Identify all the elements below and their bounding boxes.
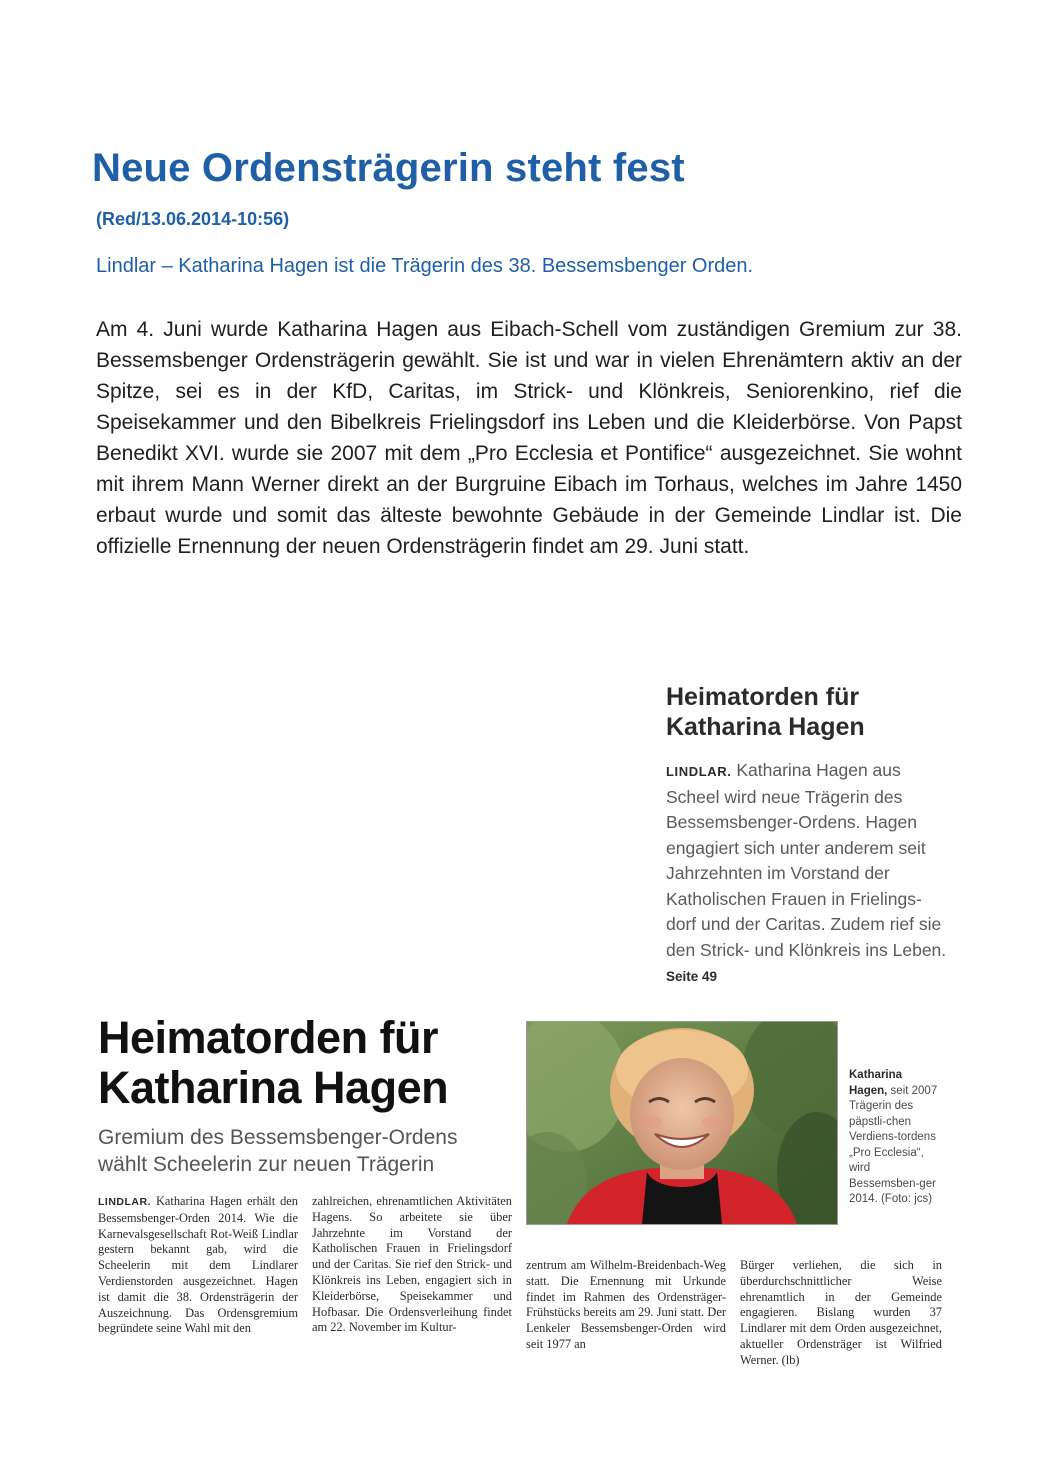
news-headline bbox=[98, 1013, 518, 1113]
article-lead: Lindlar – Katharina Hagen ist die Trägerin des 38. Bessemsbenger Orden. bbox=[96, 255, 754, 277]
news-column-4: Bürger verliehen, die sich in überdurchschnittlicher Weise ehrenamtlich in der Gemeinde engagieren. Bislang wurden 37 Lindlarer mit dem Orden ausgezeichnet, aktueller Ordensträger ist Wilfried Werner. (lb) bbox=[740, 1258, 942, 1367]
article-title: Neue Ordensträgerin steht fest bbox=[92, 146, 685, 190]
news-headline-line1: Heimatorden für bbox=[98, 1012, 439, 1063]
teaser-title-line2: Katharina Hagen bbox=[666, 713, 865, 741]
article-meta: (Red/13.06.2014-10:56) bbox=[96, 209, 290, 229]
article-body: Am 4. Juni wurde Katharina Hagen aus Eibach-Schell vom zuständigen Gremium zur 38. Bessemsbenger Ordensträgerin gewählt. Sie ist und war in vielen Ehrenämtern aktiv an der Spitze, sei es in der KfD, Caritas, im Strick- und Klönkreis, Seniorenkino, rief die Speisekammer und den Bibelkreis Frielingsdorf ins Leben und die Kleiderbörse. Von Papst Benedikt XVI. wurde sie 2007 mit dem „Pro Ecclesia et Pontifice“ ausgezeichnet. Sie wohnt mit ihrem Mann Werner direkt an der Burgruine Eibach im Torhaus, welches im Jahre 1450 erbaut wurde und somit das älteste bewohnte Gebäude in der Gemeinde Lindlar ist. Die offizielle Ernennung der neuen Ordensträgerin findet am 29. Juni statt. bbox=[96, 318, 962, 558]
news-subheadline-line1: Gremium des Bessemsbenger-Ordens bbox=[98, 1126, 458, 1149]
portrait-illustration bbox=[527, 1022, 837, 1224]
photo-caption bbox=[849, 1068, 941, 1208]
teaser-title-line1: Heimatorden für bbox=[666, 683, 860, 711]
caption-text: seit 2007 Trägerin des päpstli-chen Verdiens-tordens „Pro Ecclesia“, wird Bessemsben-ger 2014. (Foto: jcs) bbox=[849, 1084, 938, 1205]
news-headline-line2: Katharina Hagen bbox=[98, 1062, 449, 1113]
news-subheadline bbox=[98, 1124, 518, 1178]
teaser-dateline: LINDLAR. bbox=[666, 764, 732, 779]
teaser-text bbox=[666, 758, 948, 990]
teaser-page-ref[interactable]: Seite 49 bbox=[666, 969, 718, 984]
news-column-3: zentrum am Wilhelm-Breidenbach-Weg statt. Die Ernennung mit Urkunde findet im Rahmen des Ordensträger-Frühstücks bereits am 29. Juni statt. Der Lenkeler Bessemsbenger-Orden wird seit 1977 an bbox=[526, 1258, 726, 1351]
news-column-2: zahlreichen, ehrenamtlichen Aktivitäten Hagens. So arbeitete sie über Jahrzehnte im Vorstand der Katholischen Frauen in Frielingsdorf und der Caritas. Sie rief den Strick- und Klönkreis ins Leben, engagiert sich in Kleiderbörse, Speisekammer und Hofbasar. Die Ordensverleihung findet am 22. November im Kultur- bbox=[312, 1194, 512, 1335]
news-column-1-text: Katharina Hagen erhält den Bessemsbenger-Orden 2014. Wie die Karnevalsgesellschaft Rot-Weiß Lindlar gestern bekannt gab, wird die Scheelerin mit dem Lindlarer Verdienstorden ausgezeichnet. Hagen ist damit die 38. Ordensträgerin der Auszeichnung. Das Ordensgremium begründete seine Wahl mit den bbox=[98, 1194, 298, 1336]
portrait-photo bbox=[526, 1021, 838, 1225]
teaser-title bbox=[666, 682, 966, 742]
news-dateline: LINDLAR. bbox=[98, 1196, 151, 1208]
teaser-body: Katharina Hagen aus Scheel wird neue Trägerin des Bessemsbenger-Ordens. Hagen engagiert sich unter anderem seit Jahrzehnten im Vorstand der Katholischen Frauen in Frielings-dorf und der Caritas. Zudem rief sie den Strick- und Klönkreis ins Leben. bbox=[666, 760, 947, 960]
news-column-1 bbox=[98, 1194, 298, 1337]
caption-name: Katharina Hagen, bbox=[849, 1069, 903, 1097]
news-subheadline-line2: wählt Scheelerin zur neuen Trägerin bbox=[98, 1153, 435, 1176]
